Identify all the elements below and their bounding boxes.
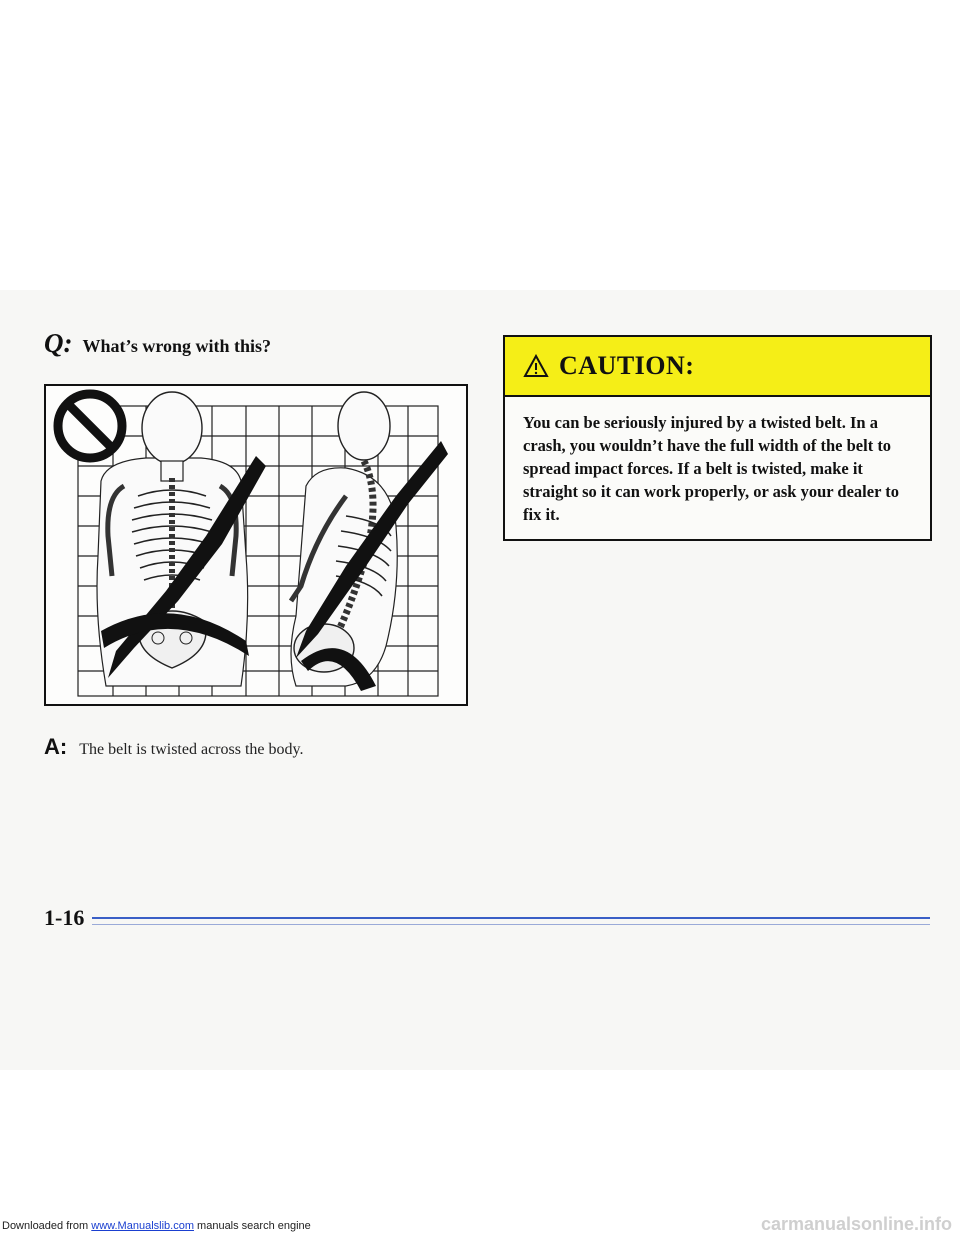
prohibition-icon xyxy=(58,394,122,458)
skeleton-belt-drawing xyxy=(46,386,466,704)
page-rule xyxy=(92,917,930,919)
download-footer xyxy=(2,1220,311,1232)
question-row xyxy=(44,328,271,359)
caution-header xyxy=(505,337,930,397)
question-text: What’s wrong with this? xyxy=(82,336,272,356)
question-mark: Q: xyxy=(44,328,73,358)
caution-text: You can be seriously injured by a twisted belt. In a crash, you wouldn’t have the full width of the belt to spread impact forces. If a belt is twisted, make it straight so it can work properly, or ask your dealer to fix it. xyxy=(523,413,899,524)
answer-mark: A: xyxy=(44,734,68,759)
caution-box xyxy=(503,335,932,541)
twisted-belt-illustration xyxy=(44,384,468,706)
caution-title: CAUTION: xyxy=(559,351,695,380)
page-number: 1-16 xyxy=(44,905,85,930)
answer-text: The belt is twisted across the body. xyxy=(79,741,304,758)
manualslib-link[interactable]: www.Manualslib.com xyxy=(91,1220,194,1232)
footer-suffix: manuals search engine xyxy=(197,1220,311,1232)
page-rule-thin xyxy=(92,924,930,925)
footer-prefix: Downloaded from xyxy=(2,1220,89,1232)
watermark: carmanualsonline.info xyxy=(760,1214,952,1234)
warning-triangle-icon xyxy=(523,354,549,378)
answer-row xyxy=(44,734,303,760)
